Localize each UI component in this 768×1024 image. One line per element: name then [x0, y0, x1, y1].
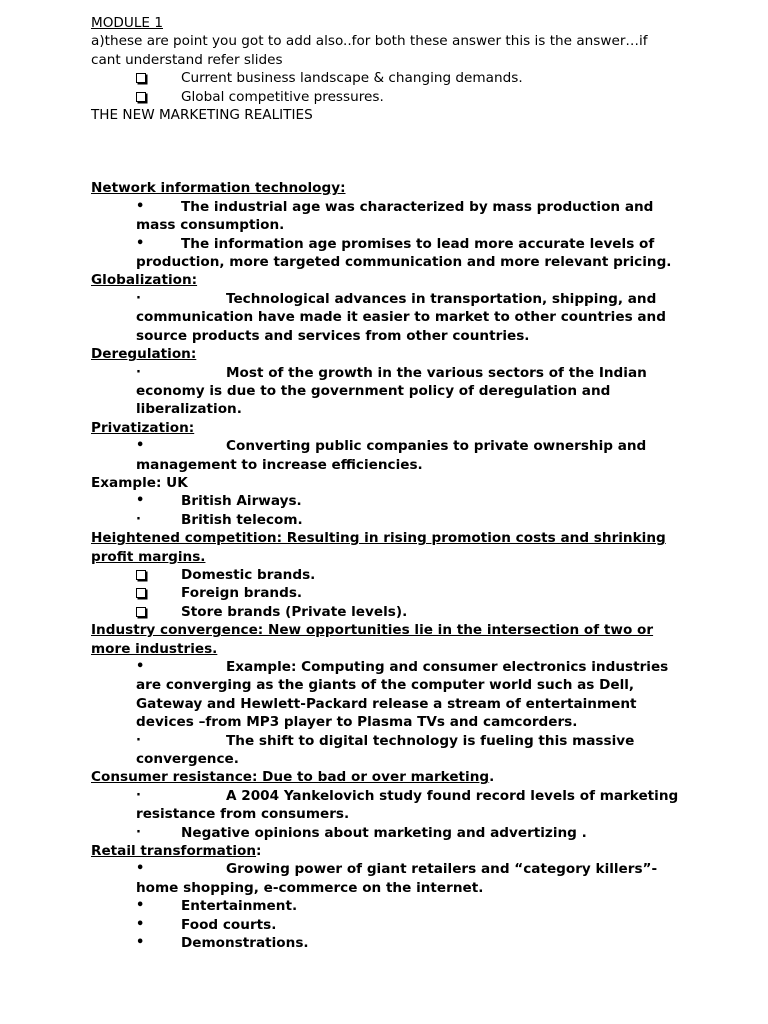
heading-network: Network information technology:: [91, 180, 346, 197]
bullet-dot-icon: •: [136, 861, 145, 877]
list-item: • Converting public companies to private ownership and management to increase efficiencies.: [136, 438, 647, 473]
bullet-dot-icon: •: [136, 493, 145, 509]
module-title: MODULE 1: [91, 15, 163, 31]
list-item: Store brands (Private levels).: [136, 603, 691, 621]
bullet-dot-icon: •: [136, 198, 145, 214]
list-item: · Negative opinions about marketing and advertizing .: [136, 824, 587, 841]
bullet-dot-icon: ·: [136, 787, 141, 803]
checkbox-bullet-icon: [136, 566, 181, 585]
checkbox-bullet-icon: [136, 69, 181, 88]
list-item: • The industrial age was characterized by mass production and mass consumption.: [136, 198, 654, 234]
bullet-dot-icon: ·: [136, 824, 141, 840]
bullet-dot-icon: ·: [136, 511, 141, 527]
checkbox-bullet-icon: [136, 584, 181, 603]
bullet-dot-icon: ·: [136, 290, 141, 306]
list-item: • Growing power of giant retailers and “category killers”-home shopping, e-commerce on the internet.: [136, 861, 658, 896]
heading-retail: Retail transformation:: [91, 843, 262, 860]
list-item: • British Airways.: [136, 493, 302, 510]
list-item: • Food courts.: [136, 916, 277, 933]
checklist-item: Current business landscape & changing demands.: [136, 69, 691, 87]
list-item: • The information age promises to lead more accurate levels of production, more targeted communication and more relevant pricing.: [136, 235, 672, 271]
bullet-dot-icon: •: [136, 235, 145, 251]
list-item: • Demonstrations.: [136, 935, 309, 952]
list-item: Foreign brands.: [136, 584, 691, 602]
list-item: · Most of the growth in the various sectors of the Indian economy is due to the government policy of deregulation and liberalization.: [136, 364, 647, 418]
list-item: · Technological advances in transportation, shipping, and communication have made it easier to market to other countries and source products and services from other countries.: [136, 290, 666, 344]
list-item: · A 2004 Yankelovich study found record levels of marketing resistance from consumers.: [136, 787, 679, 823]
heading-globalization: Globalization:: [91, 272, 198, 289]
intro-line-2: cant understand refer slides: [91, 51, 283, 68]
checkbox-bullet-icon: [136, 603, 181, 622]
list-item: · The shift to digital technology is fueling this massive convergence.: [136, 732, 635, 768]
bullet-dot-icon: •: [136, 916, 145, 932]
bullet-dot-icon: •: [136, 659, 145, 674]
intro-line-1: a)these are point you got to add also..for both these answer this is the answer…if: [91, 33, 648, 50]
bullet-dot-icon: •: [136, 438, 145, 454]
bullet-dot-icon: ·: [136, 732, 141, 748]
heading-convergence: Industry convergence: New opportunities lie in the intersection of two or more industries.: [91, 622, 654, 657]
example-label: Example: UK: [91, 474, 188, 491]
list-item: Domestic brands.: [136, 566, 691, 584]
list-item: • Entertainment.: [136, 898, 298, 915]
bullet-dot-icon: ·: [136, 364, 141, 380]
heading-deregulation: Deregulation:: [91, 346, 197, 363]
heading-privatization: Privatization:: [91, 419, 195, 436]
list-item: • Example: Computing and consumer electronics industries are converging as the giants of the computer world such as Dell, Gateway and Hewlett-Packard release a stream of entertainment devices –from MP3 player to Plasma TVs and camcorders.: [136, 659, 669, 731]
document-body: [91, 14, 691, 953]
section-title: THE NEW MARKETING REALITIES: [91, 107, 313, 124]
checklist-item: Global competitive pressures.: [136, 88, 691, 106]
heading-competition: Heightened competition: Resulting in rising promotion costs and shrinking profit margins.: [91, 530, 666, 565]
bullet-dot-icon: •: [136, 898, 145, 914]
heading-resistance: Consumer resistance: Due to bad or over marketing.: [91, 769, 495, 786]
list-item: · British telecom.: [136, 511, 303, 528]
bullet-dot-icon: •: [136, 935, 145, 951]
checkbox-bullet-icon: [136, 88, 181, 107]
